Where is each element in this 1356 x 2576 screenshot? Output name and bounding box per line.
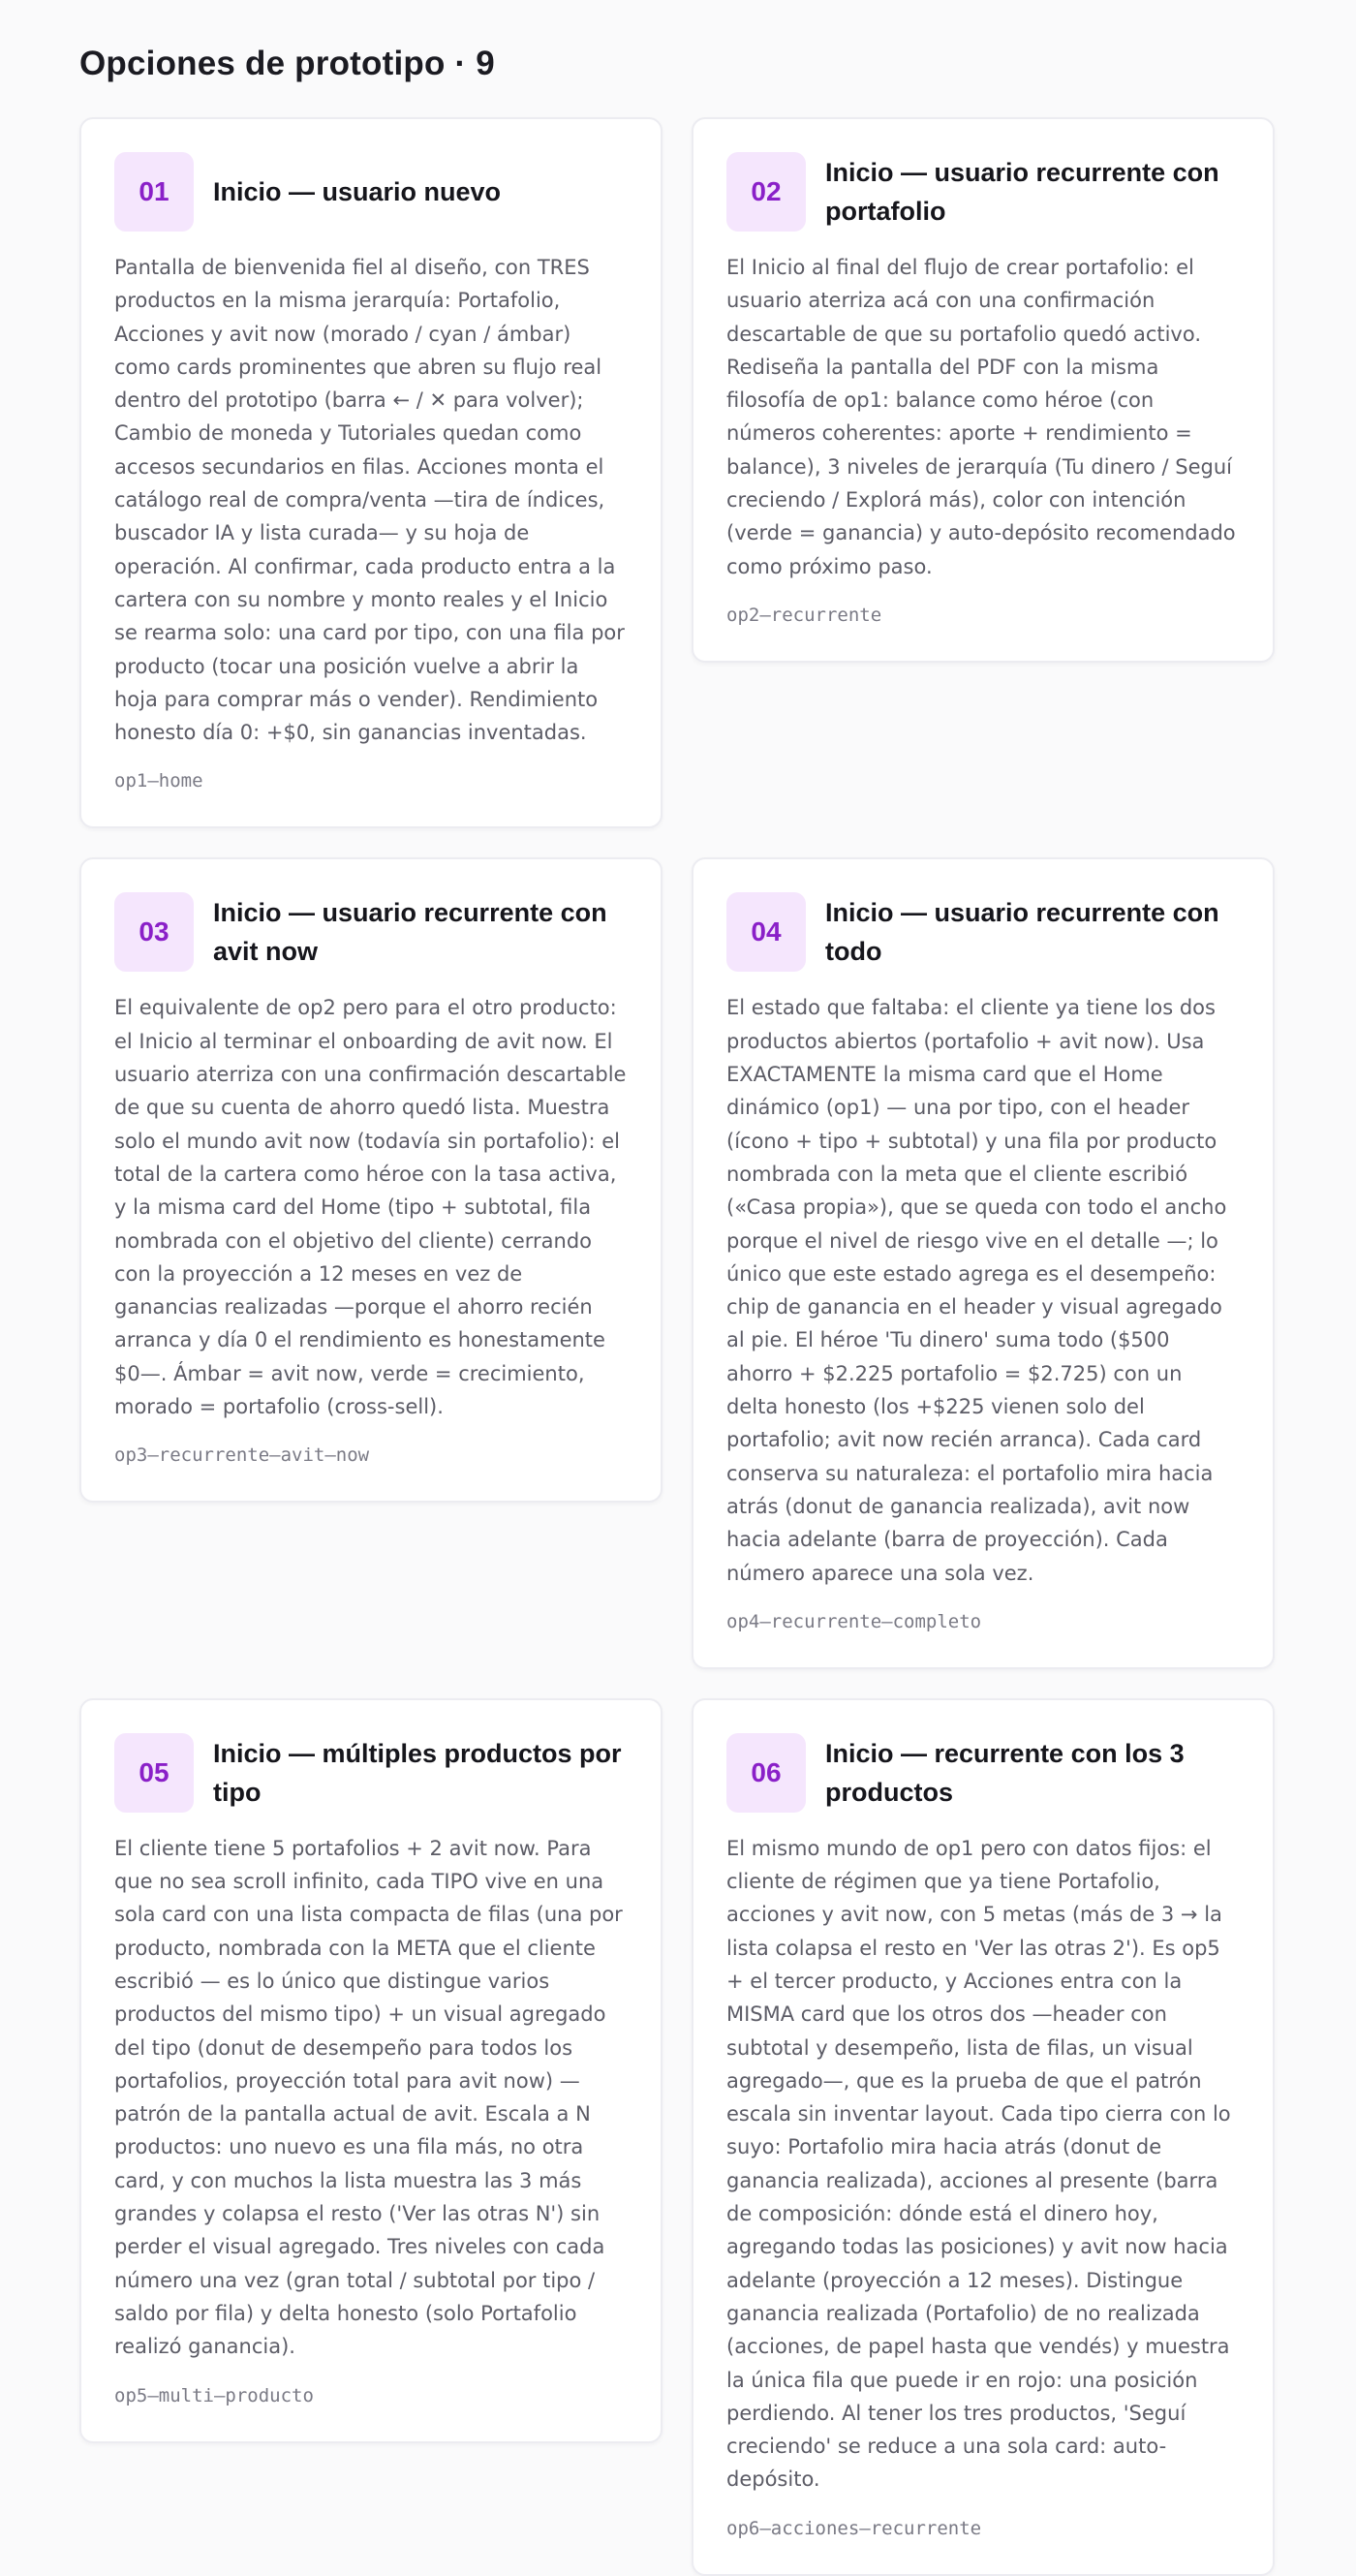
card-title: Inicio — usuario recurrente con avit now: [213, 898, 607, 967]
option-number-badge: 02: [726, 152, 806, 232]
option-number-badge: 03: [114, 892, 194, 972]
card-header: [726, 152, 1240, 232]
card-header: [114, 1733, 628, 1813]
option-card-05[interactable]: [79, 1698, 663, 2443]
card-slug: op3–recurrente–avit–now: [114, 1444, 370, 1467]
card-description: El estado que faltaba: el cliente ya tiene los dos productos abiertos (portafolio + avit now). Usa EXACTAMENTE la misma card que el Home dinámico (op1) — una por tipo, con el header (ícono + tipo + subtotal) y una fila por producto nombrada con la meta que el cliente escribió («Casa propia»), que se queda con todo el ancho porque el nivel de riesgo vive en el detalle —; lo único que este estado agrega es el desempeño: chip de ganancia en el header y visual agregado al pie. El héroe 'Tu dinero' suma todo ($500 ahorro + $2.225 portafolio = $2.725) con un delta honesto (los +$225 vienen solo del portafolio; avit now recién arranca). Cada card conserva su naturaleza: el portafolio mira hacia atrás (donut de ganancia realizada), avit now hacia adelante (barra de proyección). Cada número aparece una sola vez.: [726, 996, 1227, 1585]
card-slug: op5–multi–producto: [114, 2384, 314, 2406]
option-number-badge: 05: [114, 1733, 194, 1813]
card-slug: op6–acciones–recurrente: [726, 2517, 982, 2539]
card-title: Inicio — múltiples productos por tipo: [213, 1738, 622, 1807]
option-number-badge: 04: [726, 892, 806, 972]
card-title: Inicio — recurrente con los 3 productos: [825, 1738, 1185, 1807]
card-description: El equivalente de op2 pero para el otro producto: el Inicio al terminar el onboarding de avit now. El usuario aterriza con una confirmación descartable de que su cuenta de ahorro quedó lista. Muestra solo el mundo avit now (todavía sin portafolio): el total de la cartera como héroe con la tasa activa, y la misma card del Home (tipo + subtotal, fila nombrada con el objetivo del cliente) cerrando con la proyección a 12 meses en vez de ganancias realizadas —porque el ahorro recién arranca y día 0 el rendimiento es honestamente $0—. Ámbar = avit now, verde = crecimiento, morado = portafolio (cross-sell).: [114, 996, 627, 1419]
options-grid: [79, 117, 1277, 2576]
option-card-01[interactable]: [79, 117, 663, 828]
option-card-02[interactable]: [692, 117, 1275, 663]
card-header: [726, 892, 1240, 972]
card-description: Pantalla de bienvenida fiel al diseño, con TRES productos en la misma jerarquía: Portafolio, Acciones y avit now (morado / cyan / ámbar) como cards prominentes que abren su flujo real dentro del prototipo (barra ← / ✕ para volver); Cambio de moneda y Tutoriales quedan como accesos secundarios en filas. Acciones monta el catálogo real de compra/venta —tira de índices, buscador IA y lista curada— y su hoja de operación. Al confirmar, cada producto entra a la cartera con su nombre y monto reales y el Inicio se rearma solo: una card por tipo, con una fila por producto (tocar una posición vuelve a abrir la hoja para comprar más o vender). Rendimiento honesto día 0: +$0, sin ganancias inventadas.: [114, 256, 625, 745]
card-header: [114, 152, 628, 232]
page-title: Opciones de prototipo · 9: [79, 45, 495, 82]
card-title: Inicio — usuario recurrente con todo: [825, 898, 1219, 967]
card-title: Inicio — usuario recurrente con portafolio: [825, 158, 1219, 226]
card-slug: op2–recurrente: [726, 604, 882, 626]
option-number-badge: 06: [726, 1733, 806, 1813]
card-title: Inicio — usuario nuevo: [213, 177, 502, 206]
card-description: El cliente tiene 5 portafolios + 2 avit now. Para que no sea scroll infinito, cada TIPO vive en una sola card con una lista compacta de filas (una por producto, nombrada con la META que el cliente escribió — es lo único que distingue varios productos del mismo tipo) + un visual agregado del tipo (donut de desempeño para todos los portafolios, proyección total para avit now) — patrón de la pantalla actual de avit. Escala a N productos: uno nuevo es una fila más, no otra card, y con muchos la lista muestra las 3 más grandes y colapsa el resto ('Ver las otras N') sin perder el visual agregado. Tres niveles con cada número una vez (gran total / subtotal por tipo / saldo por fila) y delta honesto (solo Portafolio realizó ganancia).: [114, 1836, 623, 2359]
card-description: El mismo mundo de op1 pero con datos fijos: el cliente de régimen que ya tiene Portafolio, acciones y avit now, con 5 metas (más de 3 → la lista colapsa el resto en 'Ver las otras 2'). Es op5 + el tercer producto, y Acciones entra con la MISMA card que los otros dos —header con subtotal y desempeño, lista de filas, un visual agregado—, que es la prueba de que el patrón escala sin inventar layout. Cada tipo cierra con lo suyo: Portafolio mira hacia atrás (donut de ganancia realizada), acciones al presente (barra de composición: dónde está el dinero hoy, agregando todas las posiciones) y avit now hacia adelante (proyección a 12 meses). Distingue ganancia realizada (Portafolio) de no realizada (acciones, de papel hasta que vendés) y muestra la única fila que puede ir en rojo: una posición perdiendo. Al tener los tres productos, 'Seguí creciendo' se reduce a una sola card: auto-depósito.: [726, 1836, 1231, 2492]
card-slug: op1–home: [114, 770, 203, 792]
option-card-03[interactable]: [79, 857, 663, 1503]
card-description: El Inicio al final del flujo de crear portafolio: el usuario aterriza acá con una confirmación descartable de que su portafolio quedó activo. Rediseña la pantalla del PDF con la misma filosofía de op1: balance como héroe (con números coherentes: aporte + rendimiento = balance), 3 niveles de jerarquía (Tu dinero / Seguí creciendo / Explorá más), color con intención (verde = ganancia) y auto-depósito recomendado como próximo paso.: [726, 256, 1236, 578]
option-card-04[interactable]: [692, 857, 1275, 1668]
card-slug: op4–recurrente–completo: [726, 1610, 982, 1632]
card-header: [114, 892, 628, 972]
option-card-06[interactable]: [692, 1698, 1275, 2576]
card-header: [726, 1733, 1240, 1813]
option-number-badge: 01: [114, 152, 194, 232]
